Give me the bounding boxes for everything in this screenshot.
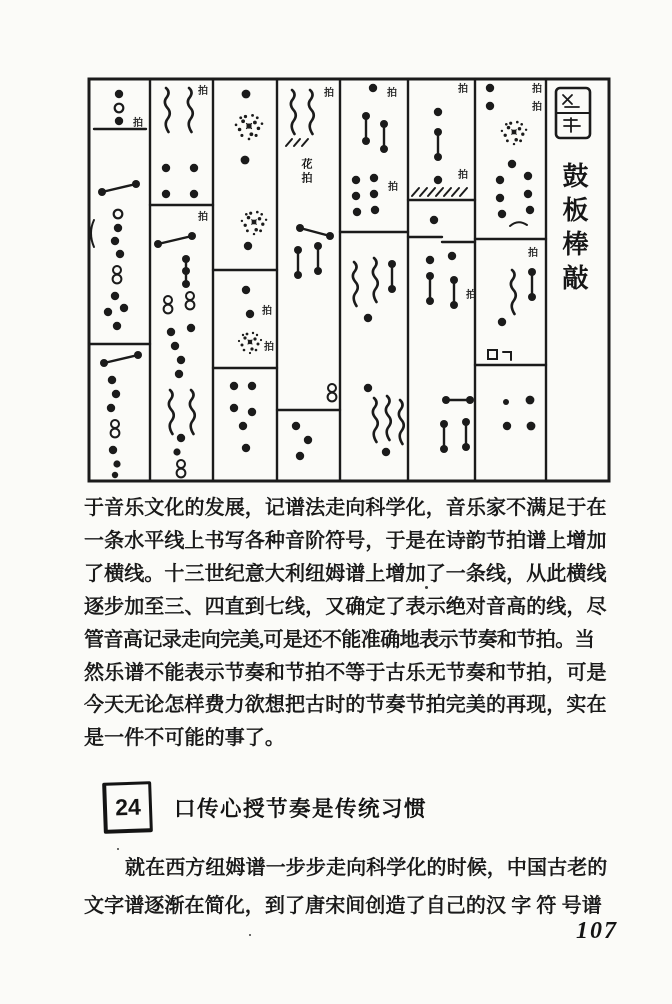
text-line: 就在西方纽姆谱一步步走向科学化的时候，中国古老的	[125, 857, 608, 879]
figure-column-d	[286, 86, 336, 460]
svg-text:拍: 拍	[532, 102, 542, 113]
text-line: 逐步加至三、四直到七线，又确定了表示绝对音高的线，尽	[84, 595, 607, 618]
text-line: 了横线。十三世纪意大利纽姆谱上增加了一条线，从此横线	[84, 562, 607, 585]
svg-text:拍: 拍	[458, 170, 468, 181]
scan-speck	[117, 848, 119, 850]
paragraph-2	[84, 849, 628, 925]
notation-figure	[86, 74, 614, 486]
svg-text:拍: 拍	[466, 290, 476, 301]
svg-text:拍: 拍	[324, 88, 334, 99]
scan-speck	[425, 586, 428, 589]
figure-column-b	[154, 84, 208, 477]
figure-column-e	[352, 84, 404, 456]
text-line: 是一件不可能的事了。	[84, 727, 285, 750]
notation-figure-graphic	[86, 74, 614, 486]
svg-text:拍: 拍	[198, 212, 208, 223]
section-title: 口传心授节奏是传统习惯	[174, 796, 428, 821]
section-heading	[103, 780, 427, 834]
text-line: 文字谱逐渐在简化，到了唐宋间创造了自己的汉 字 符 号谱	[84, 895, 602, 917]
svg-text:拍: 拍	[262, 306, 272, 317]
section-number: 24	[114, 792, 142, 820]
svg-text:拍: 拍	[387, 88, 397, 99]
figure-seal	[556, 88, 590, 138]
text-line: 管音高记录走向完美,可是还不能准确地表示节奏和节拍。当	[84, 628, 595, 651]
text-line: 今天无论怎样费力欲想把古时的节奏节拍完美的再现，实在	[84, 694, 607, 717]
figure-column-g	[486, 82, 542, 430]
paragraph-1	[84, 492, 628, 755]
text-line: 然乐谱不能表示节奏和节拍不等于古乐无节奏和节拍，可是	[84, 661, 607, 684]
figure-column-f	[412, 82, 476, 453]
figure-annotation-flower-beat: 花拍	[300, 158, 312, 186]
svg-text:拍: 拍	[532, 84, 542, 95]
figure-side-label: 鼓板棒敲	[559, 162, 588, 298]
svg-text:拍: 拍	[133, 118, 143, 129]
svg-text:拍: 拍	[388, 182, 398, 193]
svg-text:拍: 拍	[198, 86, 208, 97]
scan-speck	[249, 934, 251, 936]
svg-text:拍: 拍	[528, 248, 538, 259]
section-number-box	[102, 781, 153, 834]
figure-column-a	[91, 90, 143, 478]
svg-text:拍: 拍	[264, 342, 274, 353]
page-number: 107	[576, 918, 618, 944]
svg-text:拍: 拍	[458, 84, 468, 95]
text-line: 一条水平线上书写各种音阶符号，于是在诗韵节拍谱上增加	[84, 529, 607, 552]
text-line: 于音乐文化的发展，记谱法走向科学化，音乐家不满足于在	[84, 497, 607, 519]
